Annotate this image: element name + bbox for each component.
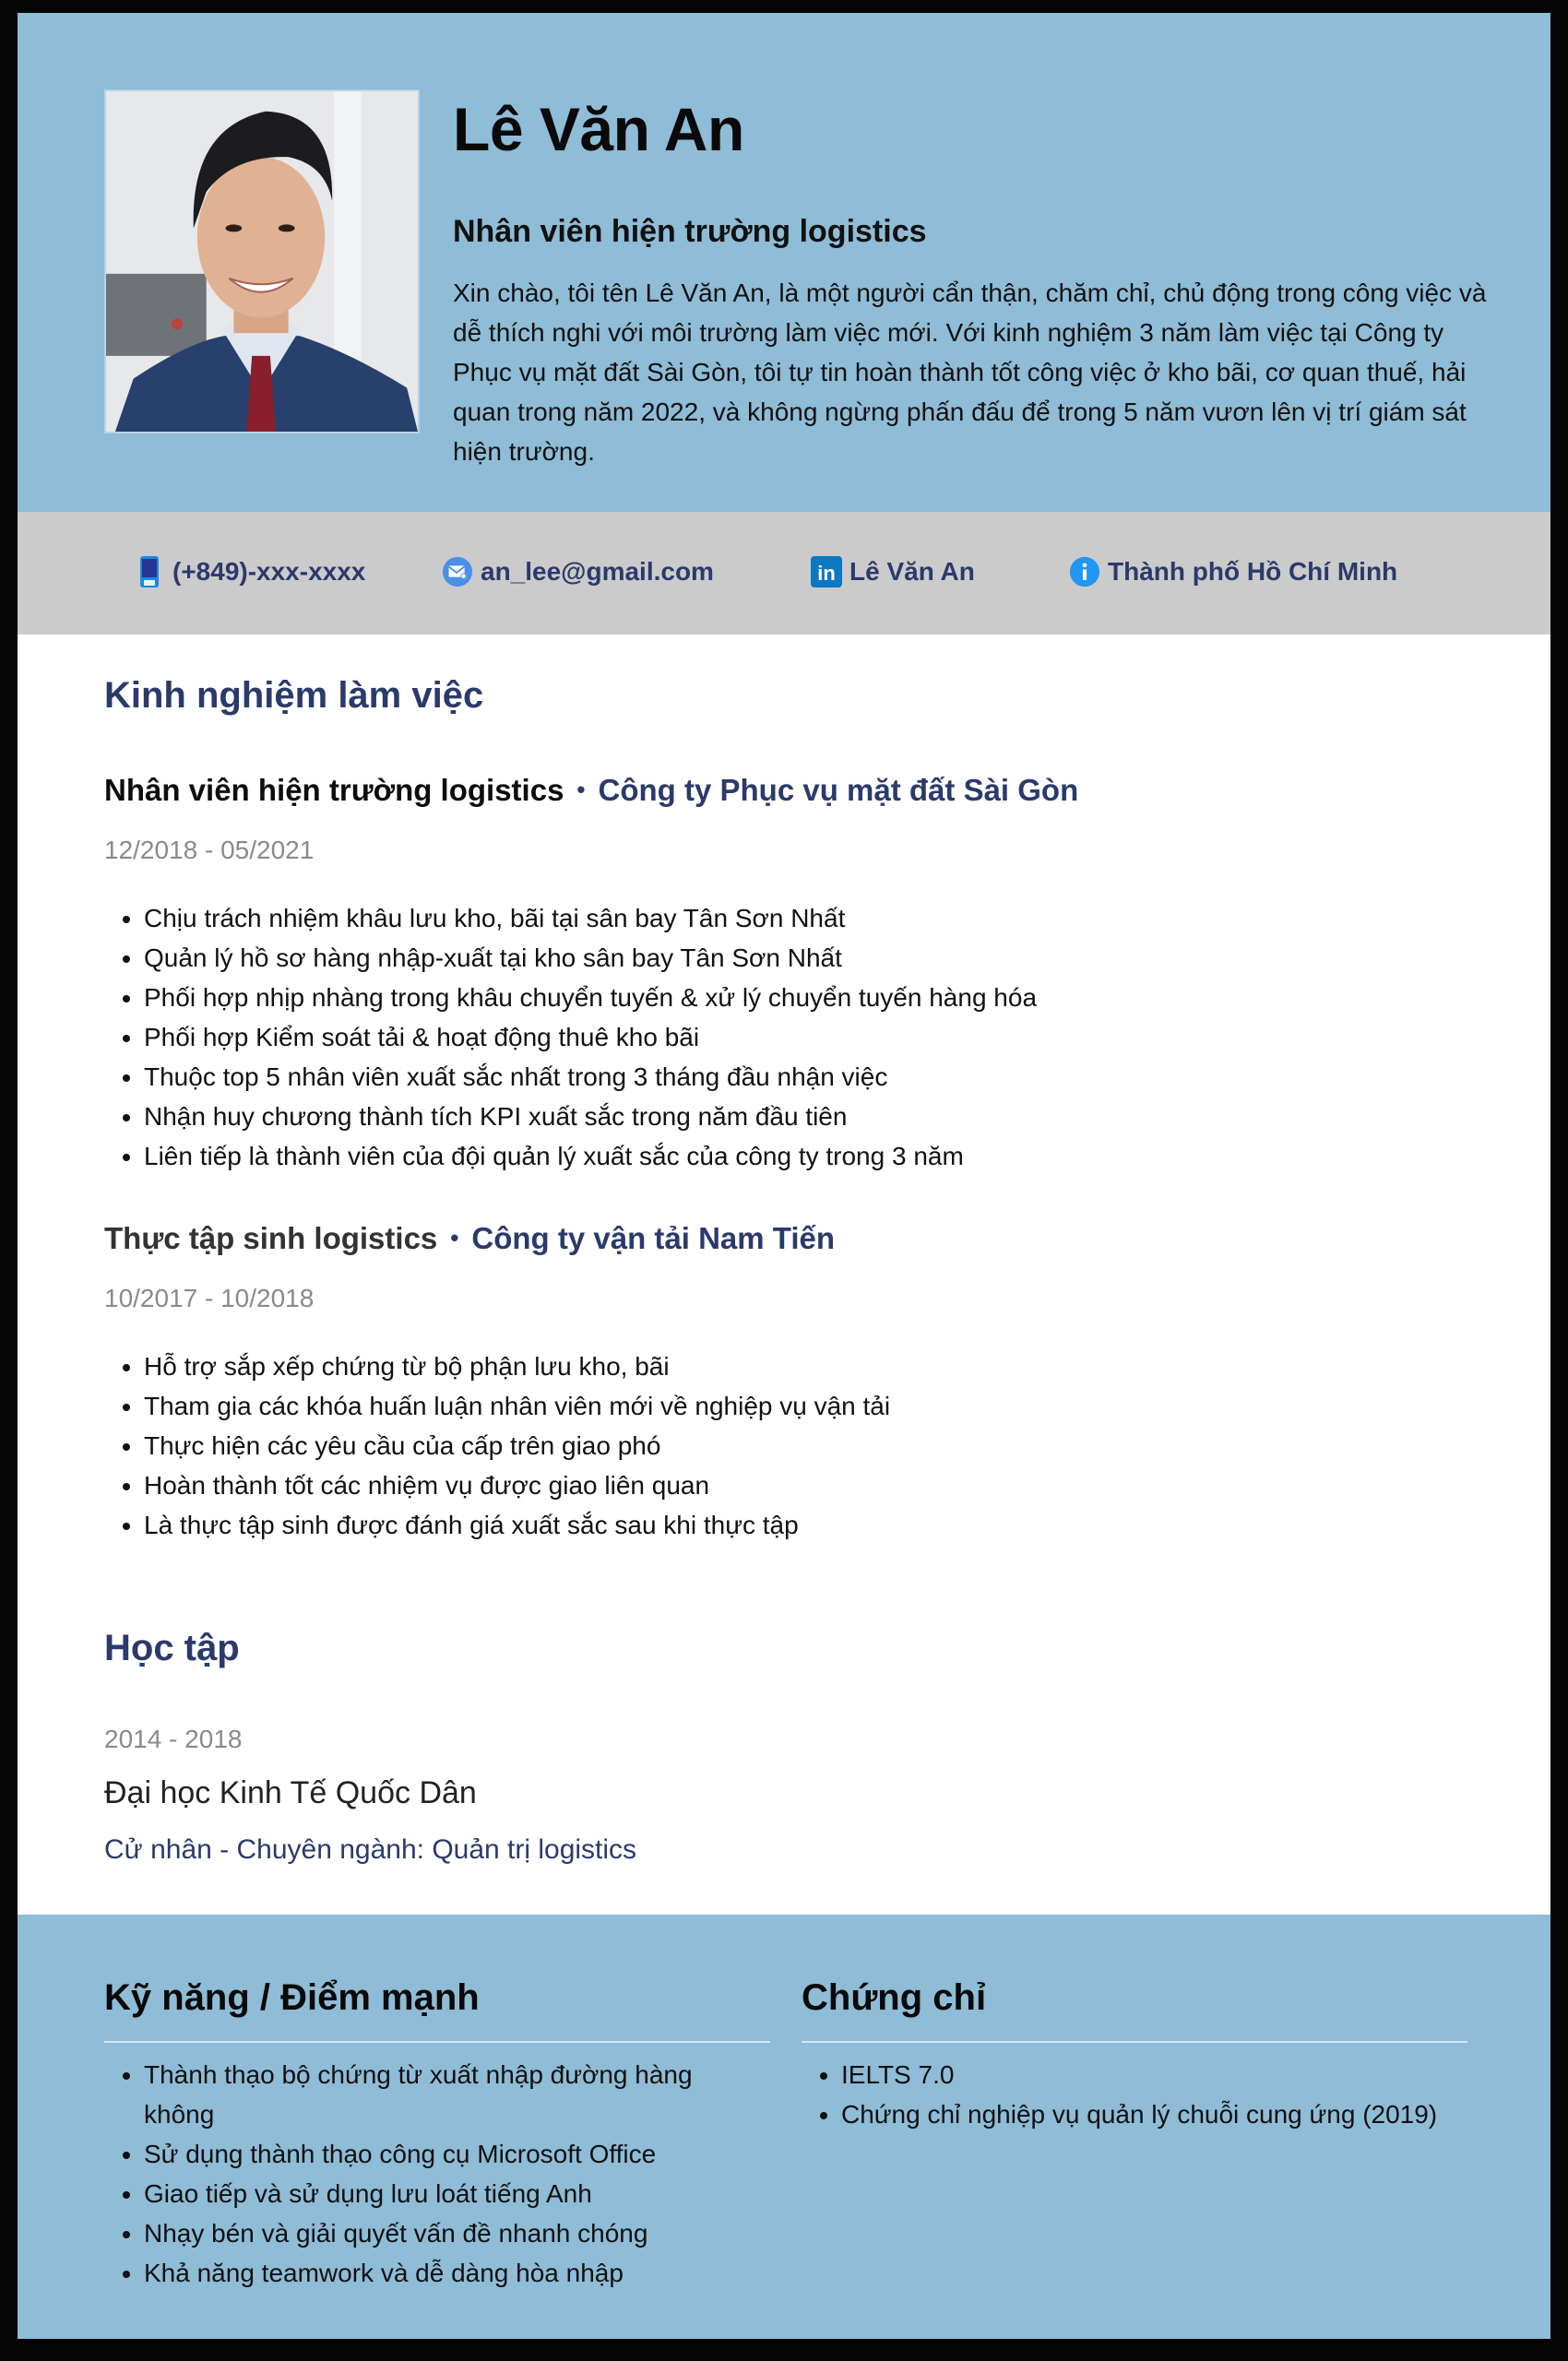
- list-item: • Hoàn thành tốt các nhiệm vụ được giao liên quan: [144, 1465, 890, 1505]
- skills-title: Kỹ năng / Điểm mạnh: [104, 1977, 480, 2018]
- job-company: Công ty Phục vụ mặt đất Sài Gòn: [598, 773, 1079, 807]
- list-item: • Nhận huy chương thành tích KPI xuất sắc trong năm đầu tiên: [144, 1097, 1037, 1136]
- separator-dot: •: [450, 1224, 459, 1252]
- list-item: • Sử dụng thành thạo công cụ Microsoft Office: [144, 2134, 734, 2174]
- linkedin-name: Lê Văn An: [849, 557, 975, 586]
- list-item: • Thực hiện các yêu cầu của cấp trên giao phó: [144, 1426, 890, 1465]
- list-item: • Khả năng teamwork và dễ dàng hòa nhập: [144, 2253, 734, 2293]
- list-item: • Chứng chỉ nghiệp vụ quản lý chuỗi cung ứng (2019): [841, 2094, 1505, 2134]
- contact-bar: [18, 512, 1550, 635]
- job-heading-1: [104, 773, 1078, 808]
- list-item: • Thành thạo bộ chứng từ xuất nhập đường hàng không: [144, 2055, 734, 2134]
- school-name: Đại học Kinh Tế Quốc Dân: [104, 1775, 477, 1810]
- profile-photo: [104, 89, 420, 433]
- info-icon: [1069, 554, 1100, 589]
- contact-phone[interactable]: [134, 554, 365, 589]
- list-item: • Phối hợp Kiểm soát tải & hoạt động thuê kho bãi: [144, 1017, 1037, 1057]
- list-item: • Hỗ trợ sắp xếp chứng từ bộ phận lưu kho, bãi: [144, 1347, 890, 1386]
- list-item: • IELTS 7.0: [841, 2055, 1505, 2094]
- candidate-summary: Xin chào, tôi tên Lê Văn An, là một người cẩn thận, chăm chỉ, chủ động trong công việc và dễ thích nghi với môi trường làm việc mới. Với kinh nghiệm 3 năm làm việc tại Công ty Phục vụ mặt đất Sài Gòn, tôi tự tin hoàn thành tốt công việc ở kho bãi, cơ quan thuế, hải quan trong năm 2022, và không ngừng phấn đấu để trong 5 năm vươn lên vị trí giám sát hiện trường.: [453, 279, 1487, 466]
- header-section: [18, 13, 1550, 512]
- svg-text:in: in: [817, 562, 836, 585]
- job-role: Thực tập sinh logistics: [104, 1221, 438, 1255]
- job-role: Nhân viên hiện trường logistics: [104, 773, 564, 807]
- education-section-title: Học tập: [104, 1628, 240, 1668]
- resume-page: [18, 13, 1550, 2339]
- degree: Cử nhân - Chuyên ngành: Quản trị logistics: [104, 1834, 637, 1865]
- list-item: • Giao tiếp và sử dụng lưu loát tiếng Anh: [144, 2174, 734, 2213]
- list-item: • Là thực tập sinh được đánh giá xuất sắc sau khi thực tập: [144, 1505, 890, 1545]
- list-item: • Liên tiếp là thành viên của đội quản lý xuất sắc của công ty trong 3 năm: [144, 1136, 1037, 1176]
- divider: [104, 2041, 770, 2043]
- separator-dot: •: [576, 776, 586, 803]
- list-item: • Tham gia các khóa huấn luận nhân viên mới về nghiệp vụ vận tải: [144, 1386, 890, 1426]
- certificates-title: Chứng chỉ: [802, 1977, 987, 2018]
- job-dates: 12/2018 - 05/2021: [104, 836, 315, 864]
- experience-section-title: Kinh nghiệm làm việc: [104, 675, 484, 716]
- list-item: • Chịu trách nhiệm khâu lưu kho, bãi tại sân bay Tân Sơn Nhất: [144, 898, 1037, 938]
- job-responsibilities-list: [104, 1347, 890, 1545]
- contact-email[interactable]: [442, 554, 714, 589]
- education-dates: 2014 - 2018: [104, 1725, 243, 1753]
- contact-location: [1069, 554, 1397, 589]
- candidate-headline: Nhân viên hiện trường logistics: [453, 214, 927, 249]
- job-company: Công ty vận tải Nam Tiến: [471, 1221, 836, 1255]
- mobile-phone-icon: [134, 554, 165, 589]
- location-text: Thành phố Hồ Chí Minh: [1108, 557, 1398, 586]
- list-item: • Nhạy bén và giải quyết vấn đề nhanh chóng: [144, 2213, 734, 2253]
- list-item: • Phối hợp nhịp nhàng trong khâu chuyển tuyến & xử lý chuyển tuyến hàng hóa: [144, 978, 1037, 1017]
- certificates-list: [802, 2055, 1505, 2134]
- job-heading-2: [104, 1221, 835, 1256]
- job-responsibilities-list: [104, 898, 1037, 1176]
- email-icon: [442, 554, 473, 589]
- list-item: • Thuộc top 5 nhân viên xuất sắc nhất trong 3 tháng đầu nhận việc: [144, 1057, 1037, 1097]
- divider: [802, 2041, 1467, 2043]
- portrait-image-icon: [106, 91, 418, 432]
- skills-list: [104, 2055, 734, 2293]
- contact-linkedin[interactable]: [811, 554, 975, 589]
- skills-certificates-section: [18, 1915, 1550, 2339]
- candidate-name: Lê Văn An: [453, 95, 744, 163]
- list-item: • Quản lý hồ sơ hàng nhập-xuất tại kho sân bay Tân Sơn Nhất: [144, 938, 1037, 978]
- phone-number: (+849)-xxx-xxxx: [172, 557, 366, 586]
- job-dates: 10/2017 - 10/2018: [104, 1284, 315, 1312]
- linkedin-icon: [811, 554, 842, 589]
- email-address: an_lee@gmail.com: [481, 557, 714, 586]
